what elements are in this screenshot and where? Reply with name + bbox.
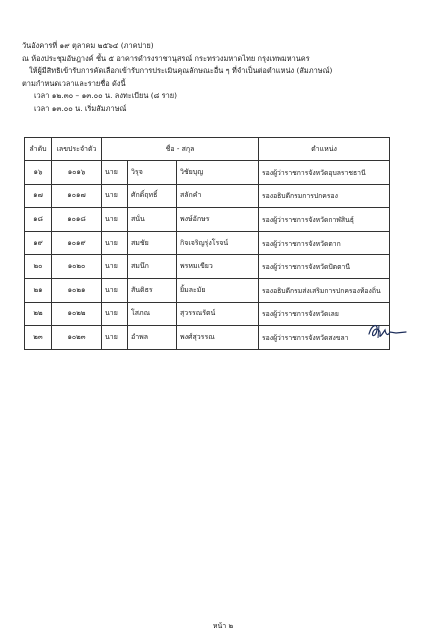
seq-cell: ๑๘ bbox=[25, 208, 52, 232]
position-cell: รองอธิบดีกรมการปกครอง bbox=[259, 184, 390, 208]
signature bbox=[366, 320, 410, 342]
schedule-intro: ตามกำหนดเวลาและรายชื่อ ดังนี้ bbox=[22, 78, 126, 88]
date-line: วันอังคารที่ ๑๙ ตุลาคม ๒๕๖๔ (ภาคบ่าย) bbox=[22, 41, 154, 50]
seq-cell: ๒๓ bbox=[25, 326, 52, 350]
id-cell: ๑๐๑๙ bbox=[52, 231, 102, 255]
last-name-cell: พรหมเขียว bbox=[177, 255, 259, 279]
title-cell: นาย bbox=[102, 326, 128, 350]
seq-cell: ๑๙ bbox=[25, 231, 52, 255]
title-cell: นาย bbox=[102, 278, 128, 302]
first-name-cell: ศักดิ์ฤทธิ์ bbox=[128, 184, 177, 208]
first-name-cell: สันติธร bbox=[128, 278, 177, 302]
position-cell: รองผู้ว่าราชการจังหวัดเลย bbox=[259, 302, 390, 326]
first-name-cell: สมชัย bbox=[128, 231, 177, 255]
first-name-cell: วิรุจ bbox=[128, 161, 177, 185]
table-row bbox=[25, 278, 390, 302]
first-name-cell: สนั่น bbox=[128, 208, 177, 232]
table-row bbox=[25, 161, 390, 185]
position-cell: รองผู้ว่าราชการจังหวัดตาก bbox=[259, 231, 390, 255]
title-cell: นาย bbox=[102, 255, 128, 279]
table-row bbox=[25, 231, 390, 255]
last-name-cell: พงษ์อักษร bbox=[177, 208, 259, 232]
first-name-cell: โสภณ bbox=[128, 302, 177, 326]
table-row bbox=[25, 302, 390, 326]
table-row bbox=[25, 208, 390, 232]
title-cell: นาย bbox=[102, 184, 128, 208]
id-cell: ๑๐๒๓ bbox=[52, 326, 102, 350]
page-number: หน้า ๒ bbox=[212, 622, 234, 630]
table-row bbox=[25, 255, 390, 279]
seq-cell: ๒๒ bbox=[25, 302, 52, 326]
position-cell: รองผู้ว่าราชการจังหวัดสงขลา bbox=[259, 326, 390, 350]
table-row bbox=[25, 326, 390, 350]
seq-cell: ๑๗ bbox=[25, 184, 52, 208]
id-cell: ๑๐๒๒ bbox=[52, 302, 102, 326]
header-seq: ลำดับ bbox=[25, 138, 52, 161]
last-name-cell: พงศ์สุวรรณ bbox=[177, 326, 259, 350]
position-cell: รองอธิบดีกรมส่งเสริมการปกครองท้องถิ่น bbox=[259, 278, 390, 302]
id-cell: ๑๐๑๘ bbox=[52, 208, 102, 232]
seq-cell: ๒๐ bbox=[25, 255, 52, 279]
title-cell: นาย bbox=[102, 302, 128, 326]
instruction-line: ให้ผู้มีสิทธิเข้ารับการคัดเลือกเข้ารับการประเมินคุณลักษณะอื่น ๆ ที่จำเป็นต่อตำแหน่ง (สัมภาษณ์) bbox=[29, 66, 333, 76]
document-header bbox=[22, 40, 432, 116]
id-cell: ๑๐๑๗ bbox=[52, 184, 102, 208]
position-cell: รองผู้ว่าราชการจังหวัดปัตตานี bbox=[259, 255, 390, 279]
first-name-cell: อำพล bbox=[128, 326, 177, 350]
seq-cell: ๑๖ bbox=[25, 161, 52, 185]
header-id: เลขประจำตัว bbox=[52, 138, 102, 161]
position-cell: รองผู้ว่าราชการจังหวัดกาฬสินธุ์ bbox=[259, 208, 390, 232]
header-name: ชื่อ - สกุล bbox=[102, 138, 259, 161]
id-cell: ๑๐๒๐ bbox=[52, 255, 102, 279]
first-name-cell: สมนึก bbox=[128, 255, 177, 279]
last-name-cell: กิจเจริญรุ่งโรจน์ bbox=[177, 231, 259, 255]
table-row bbox=[25, 184, 390, 208]
interview-start-time: เวลา ๑๓.๐๐ น. เริ่มสัมภาษณ์ bbox=[34, 103, 127, 113]
last-name-cell: สุวรรณรัตน์ bbox=[177, 302, 259, 326]
title-cell: นาย bbox=[102, 208, 128, 232]
registration-time: เวลา ๑๒.๓๐ – ๑๓.๐๐ น. ลงทะเบียน (๘ ราย) bbox=[34, 91, 177, 101]
header-position: ตำแหน่ง bbox=[259, 138, 390, 161]
id-cell: ๑๐๒๑ bbox=[52, 278, 102, 302]
last-name-cell: สลักคำ bbox=[177, 184, 259, 208]
venue-line: ณ ห้องประชุมอัษฎางค์ ชั้น ๕ อาคารดำรงราชานุสรณ์ กระทรวงมหาดไทย กรุงเทพมหานคร bbox=[22, 53, 310, 63]
table-header-row bbox=[25, 138, 390, 161]
position-cell: รองผู้ว่าราชการจังหวัดอุบลราชธานี bbox=[259, 161, 390, 185]
candidate-table bbox=[24, 137, 390, 350]
last-name-cell: วิชัยบุญ bbox=[177, 161, 259, 185]
id-cell: ๑๐๑๖ bbox=[52, 161, 102, 185]
seq-cell: ๒๑ bbox=[25, 278, 52, 302]
title-cell: นาย bbox=[102, 161, 128, 185]
last-name-cell: ยิ้มละมัย bbox=[177, 278, 259, 302]
title-cell: นาย bbox=[102, 231, 128, 255]
